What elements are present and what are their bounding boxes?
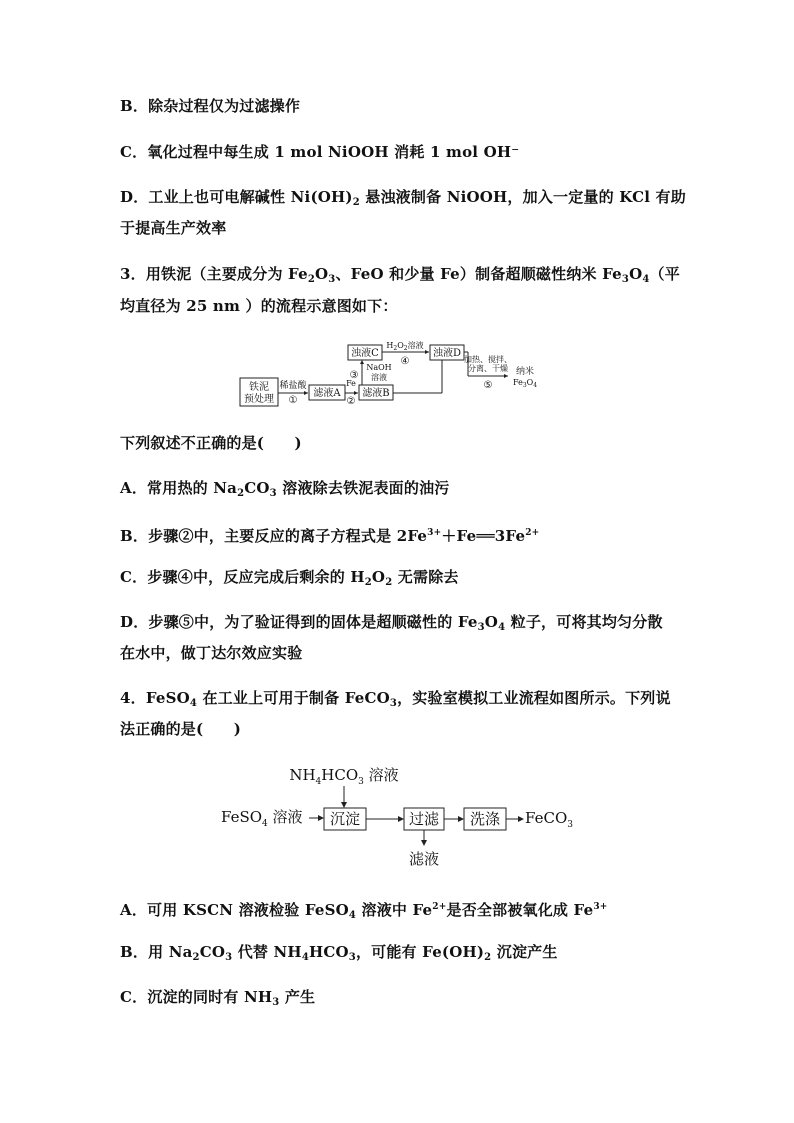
step1-reagent: 稀盐酸 bbox=[279, 381, 307, 391]
box-wash-label: 洗涤 bbox=[469, 810, 501, 828]
box-filtrate-a-label: 滤液A bbox=[313, 388, 341, 399]
option-d-q2: D．工业上也可电解碱性 $Ni(OH)_2$ 悬浊液制备 NiOOH，加入一定量的 KCl 有助 bbox=[120, 188, 686, 208]
start-feso4: FeSO$_4$ 溶液 bbox=[221, 808, 303, 829]
flow-diagram-q3 bbox=[236, 340, 566, 410]
filtrate-label: 滤液 bbox=[408, 850, 440, 868]
option-d-q3-cont: 在水中，做丁达尔效应实验 bbox=[120, 644, 303, 662]
step5-cond-1: 加热、搅拌、 bbox=[464, 355, 512, 364]
product-label-1: 纳米 bbox=[515, 367, 535, 377]
reagent-nh4hco3: $NH_4HCO_3$ 溶液 bbox=[289, 766, 399, 787]
step2-reagent: Fe bbox=[346, 379, 356, 388]
question-4-stem-cont: 法正确的是( ) bbox=[120, 720, 241, 738]
h2o2-reagent: $H_2O_2$溶液 bbox=[386, 341, 424, 352]
question-4-stem: 4．FeSO$_4$ 在工业上可用于制备 FeCO$_3$，实验室模拟工业流程如图所示。下列说 bbox=[120, 689, 671, 709]
option-b-q3: B．步骤②中，主要反应的离子方程式是 $2Fe^{3+}+Fe══3Fe^{2+}$ bbox=[120, 527, 540, 545]
option-a-q4: A．可用 KSCN 溶液检验 FeSO$_4$ 溶液中 $Fe^{2+}$是否全部被氧化成 $Fe^{3+}$ bbox=[120, 901, 608, 921]
option-b-q2: B．除杂过程仅为过滤操作 bbox=[120, 97, 301, 115]
question-3-prompt: 下列叙述不正确的是( ) bbox=[120, 434, 302, 452]
option-a-q3: A．常用热的 $Na_2CO_3$ 溶液除去铁泥表面的油污 bbox=[120, 479, 450, 499]
flow-diagram-q4 bbox=[214, 758, 584, 870]
box-filter-label: 过滤 bbox=[408, 810, 440, 828]
box-turbid-c-label: 浊液C bbox=[351, 348, 379, 359]
product-label-2: $Fe_3O_4$ bbox=[512, 378, 538, 389]
naoh-label-2: 溶液 bbox=[371, 373, 387, 382]
question-3-stem: 3．用铁泥（主要成分为 $Fe_2O_3$、FeO 和少量 Fe）制备超顺磁性纳米 $Fe_3O_4$（平 bbox=[120, 265, 680, 285]
step1-number: ① bbox=[288, 395, 298, 406]
option-b-q4: B．用 $Na_2CO_3$ 代替 $NH_4HCO_3$，可能有 $Fe(OH)_2$ 沉淀产生 bbox=[120, 943, 558, 963]
box-iron-mud-label-1: 铁泥 bbox=[249, 382, 269, 393]
box-precipitate-label: 沉淀 bbox=[329, 810, 361, 828]
option-c-q2: C．氧化过程中每生成 1 mol NiOOH 消耗 1 mol OH⁻ bbox=[120, 143, 520, 161]
step5-cond-2: 分离、干燥 bbox=[468, 364, 508, 373]
option-c-q3: C．步骤④中，反应完成后剩余的 $H_2O_2$ 无需除去 bbox=[120, 568, 459, 588]
option-d-q2-cont: 于提高生产效率 bbox=[120, 219, 227, 237]
option-c-q4: C．沉淀的同时有 $NH_3$ 产生 bbox=[120, 988, 316, 1008]
box-filtrate-b-label: 滤液B bbox=[362, 388, 390, 399]
question-3-stem-cont: 均直径为 25 nm ）的流程示意图如下： bbox=[120, 297, 398, 315]
product-feco3: FeCO$_3$ bbox=[525, 809, 573, 830]
step5-number: ⑤ bbox=[483, 380, 493, 391]
box-turbid-d-label: 浊液D bbox=[432, 348, 462, 359]
step2-number: ② bbox=[346, 396, 356, 407]
step4-number: ④ bbox=[400, 356, 410, 367]
box-iron-mud-label-2: 预处理 bbox=[244, 394, 274, 405]
naoh-label-1: NaOH bbox=[366, 363, 392, 372]
step3-number: ③ bbox=[349, 370, 359, 381]
option-d-q3: D．步骤⑤中，为了验证得到的固体是超顺磁性的 $Fe_3O_4$ 粒子，可将其均匀分散 bbox=[120, 613, 663, 633]
